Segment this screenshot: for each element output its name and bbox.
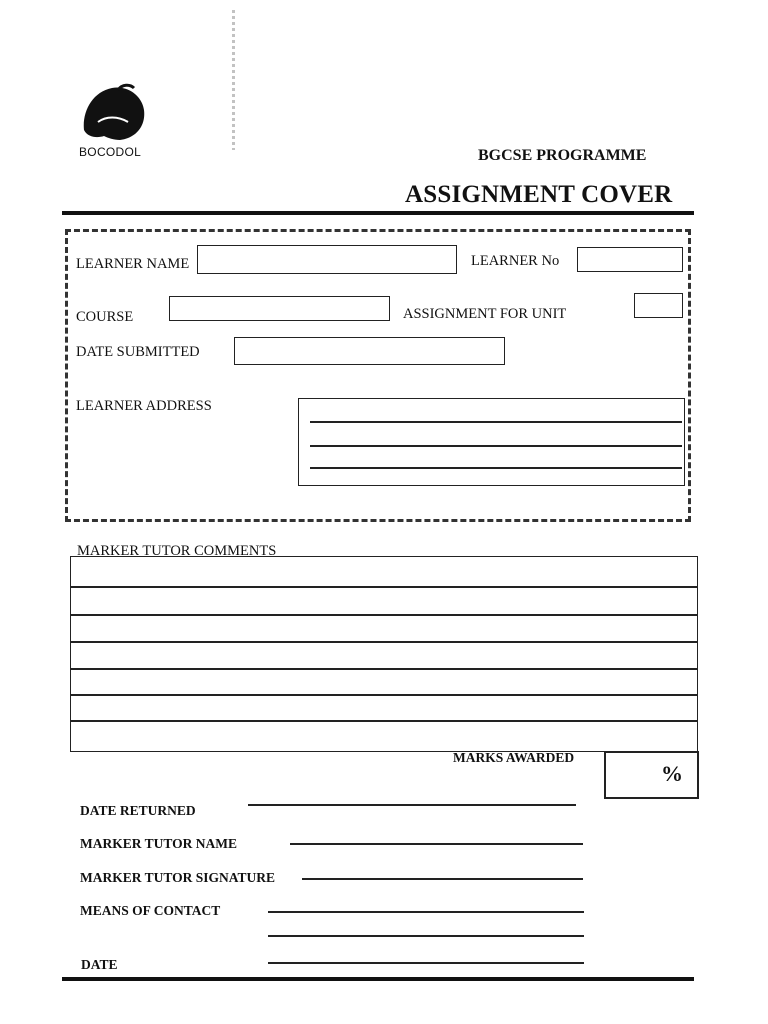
assignment-unit-label: ASSIGNMENT FOR UNIT: [403, 306, 567, 322]
comments-line: [71, 668, 697, 670]
date-submitted-label: DATE SUBMITTED: [76, 344, 200, 360]
date-line[interactable]: [268, 962, 584, 964]
logo-text: BOCODOL: [79, 145, 142, 159]
learner-number-label: LEARNER No: [471, 253, 560, 269]
comments-label: MARKER TUTOR COMMENTS: [77, 543, 277, 559]
comments-line: [71, 694, 697, 696]
comments-line: [71, 586, 697, 588]
address-line: [310, 445, 682, 447]
means-of-contact-label: MEANS OF CONTACT: [80, 903, 221, 918]
learner-name-field[interactable]: [197, 245, 457, 274]
comments-area[interactable]: [70, 556, 698, 752]
learner-address-label: LEARNER ADDRESS: [76, 398, 212, 414]
date-submitted-field[interactable]: [234, 337, 505, 365]
means-of-contact-line[interactable]: [268, 935, 584, 937]
header-divider: [62, 211, 694, 215]
scan-artifact: [232, 10, 235, 150]
tutor-signature-line[interactable]: [302, 878, 583, 880]
means-of-contact-line[interactable]: [268, 911, 584, 913]
date-label: DATE: [81, 957, 118, 972]
programme-heading: BGCSE PROGRAMME: [478, 147, 647, 164]
tutor-name-label: MARKER TUTOR NAME: [80, 836, 238, 851]
bocodol-logo-icon: [78, 82, 148, 142]
assignment-unit-field[interactable]: [634, 293, 683, 318]
tutor-name-line[interactable]: [290, 843, 583, 845]
percent-sign: %: [661, 761, 683, 786]
learner-name-label: LEARNER NAME: [76, 256, 190, 272]
tutor-signature-label: MARKER TUTOR SIGNATURE: [80, 870, 276, 885]
date-returned-label: DATE RETURNED: [80, 803, 196, 818]
page-title: ASSIGNMENT COVER: [405, 181, 673, 208]
comments-line: [71, 641, 697, 643]
date-returned-line[interactable]: [248, 804, 576, 806]
course-field[interactable]: [169, 296, 390, 321]
comments-line: [71, 720, 697, 722]
learner-number-field[interactable]: [577, 247, 683, 272]
comments-line: [71, 614, 697, 616]
course-label: COURSE: [76, 309, 134, 325]
address-line: [310, 421, 682, 423]
marks-awarded-field[interactable]: [604, 751, 699, 799]
marks-awarded-label: MARKS AWARDED: [453, 750, 575, 765]
address-line: [310, 467, 682, 469]
learner-address-field[interactable]: [298, 398, 685, 486]
footer-divider: [62, 977, 694, 981]
